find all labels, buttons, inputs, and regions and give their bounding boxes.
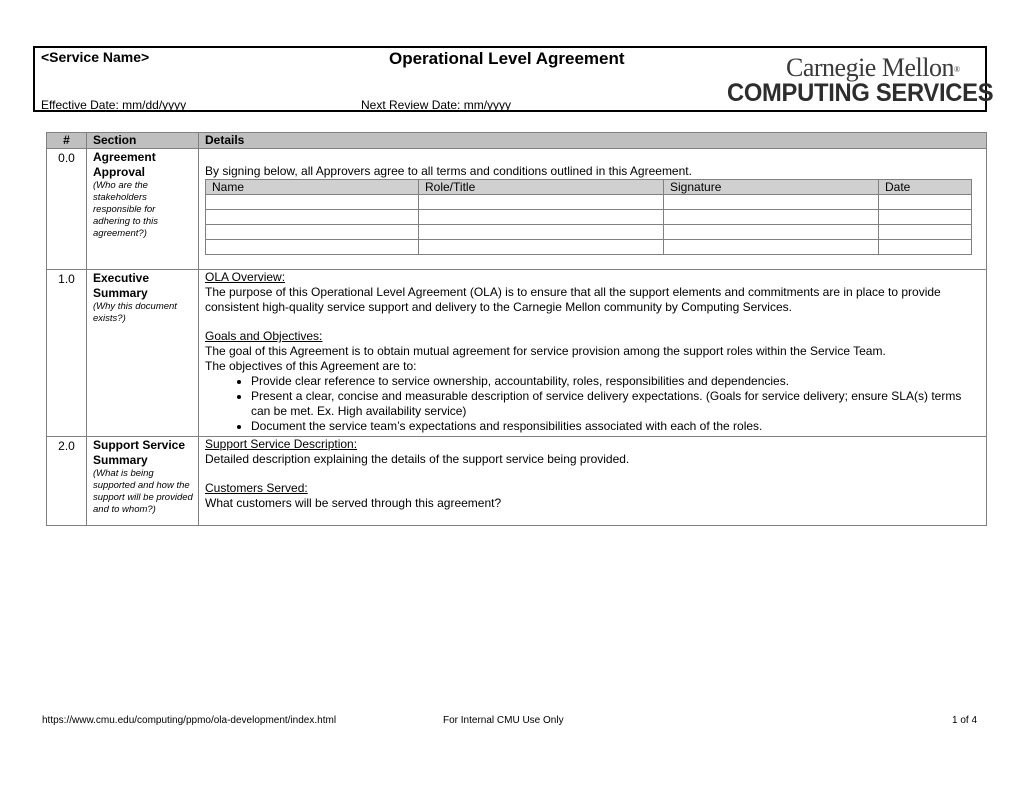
- section-subtitle: (Why this document exists?): [93, 301, 177, 324]
- table-row: [47, 270, 987, 437]
- row-number: 1.0: [47, 270, 87, 437]
- footer-url[interactable]: https://www.cmu.edu/computing/ppmo/ola-development/index.html: [42, 715, 337, 726]
- list-item: • Provide clear reference to service ownership, accountability, roles, responsibilities and dependencies.: [251, 374, 980, 389]
- approval-role-cell[interactable]: [419, 225, 664, 240]
- goals-heading: Goals and Objectives:: [205, 329, 323, 343]
- customers-served-text: What customers will be served through this agreement?: [205, 496, 502, 510]
- approval-date-cell[interactable]: [879, 195, 972, 210]
- approval-col-signature: Signature: [664, 180, 879, 195]
- col-header-number: #: [47, 133, 87, 149]
- col-header-details: Details: [199, 133, 987, 149]
- objectives-intro: The objectives of this Agreement are to:: [205, 359, 417, 373]
- approval-intro: By signing below, all Approvers agree to all terms and conditions outlined in this Agreement.: [205, 164, 692, 178]
- section-cell: [87, 437, 199, 526]
- approval-col-name: Name: [206, 180, 419, 195]
- ola-overview-text: The purpose of this Operational Level Agreement (OLA) is to ensure that all the support elements and commitments are in place to provide consistent high-quality service support and delivery to the Carnegie Mellon community by Computing Services.: [205, 285, 941, 314]
- approval-name-cell[interactable]: [206, 240, 419, 255]
- approval-signature-cell[interactable]: [664, 210, 879, 225]
- approval-date-cell[interactable]: [879, 240, 972, 255]
- section-title: Support Service Summary: [93, 438, 186, 467]
- row-number: 2.0: [47, 437, 87, 526]
- details-cell: [199, 270, 987, 437]
- document-title: Operational Level Agreement: [389, 49, 625, 68]
- logo-top-text: Carnegie Mellon: [786, 53, 954, 82]
- section-subtitle: (What is being supported and how the support will be provided and to whom?): [93, 468, 193, 515]
- section-subtitle: (Who are the stakeholders responsible for adhering to this agreement?): [93, 180, 158, 239]
- approval-col-role: Role/Title: [419, 180, 664, 195]
- details-cell: [199, 149, 987, 270]
- approval-date-cell[interactable]: [879, 210, 972, 225]
- approval-role-cell[interactable]: [419, 210, 664, 225]
- section-title: Executive Summary: [93, 271, 150, 300]
- approval-name-cell[interactable]: [206, 210, 419, 225]
- details-cell: [199, 437, 987, 526]
- goals-text: The goal of this Agreement is to obtain mutual agreement for service provision among the support roles within the Service Team.: [205, 344, 886, 358]
- approval-signature-cell[interactable]: [664, 195, 879, 210]
- approval-row: [206, 195, 972, 210]
- col-header-section: Section: [87, 133, 199, 149]
- approval-role-cell[interactable]: [419, 240, 664, 255]
- table-row: [47, 149, 987, 270]
- list-item: • Present a clear, concise and measurable description of service delivery expectations. (Goals for service delivery; ensure SLA(s) terms can be met. Ex. High availability service): [251, 389, 980, 419]
- effective-date: Effective Date: mm/dd/yyyy: [41, 98, 187, 112]
- approval-signature-cell[interactable]: [664, 240, 879, 255]
- approval-row: [206, 225, 972, 240]
- service-name: <Service Name>: [41, 49, 150, 65]
- next-review-date: Next Review Date: mm/yyyy: [361, 98, 512, 112]
- footer-page-number: 1 of 4: [952, 715, 978, 726]
- approval-date-cell[interactable]: [879, 225, 972, 240]
- table-row: [47, 437, 987, 526]
- row-number: 0.0: [47, 149, 87, 270]
- ola-overview-heading: OLA Overview:: [205, 270, 286, 284]
- table-header-row: [47, 133, 987, 149]
- section-cell: [87, 149, 199, 270]
- approval-name-cell[interactable]: [206, 225, 419, 240]
- approval-table: [205, 179, 972, 255]
- approval-col-date: Date: [879, 180, 972, 195]
- approval-signature-cell[interactable]: [664, 225, 879, 240]
- logo-computing-services: COMPUTING SERVICES: [727, 79, 994, 107]
- footer-internal-note: For Internal CMU Use Only: [443, 715, 564, 726]
- approval-row: [206, 210, 972, 225]
- support-description-text: Detailed description explaining the details of the support service being provided.: [205, 452, 630, 466]
- section-cell: [87, 270, 199, 437]
- support-description-heading: Support Service Description:: [205, 437, 358, 451]
- approval-header-row: [206, 180, 972, 195]
- logo-registered-mark: ®: [953, 65, 960, 75]
- section-title: Agreement Approval: [93, 150, 156, 179]
- list-item: • Document the service team’s expectations and responsibilities associated with each of the roles.: [251, 419, 980, 434]
- objectives-list: [205, 374, 980, 434]
- ola-table: [46, 132, 987, 526]
- approval-role-cell[interactable]: [419, 195, 664, 210]
- customers-served-heading: Customers Served:: [205, 481, 308, 495]
- approval-name-cell[interactable]: [206, 195, 419, 210]
- approval-row: [206, 240, 972, 255]
